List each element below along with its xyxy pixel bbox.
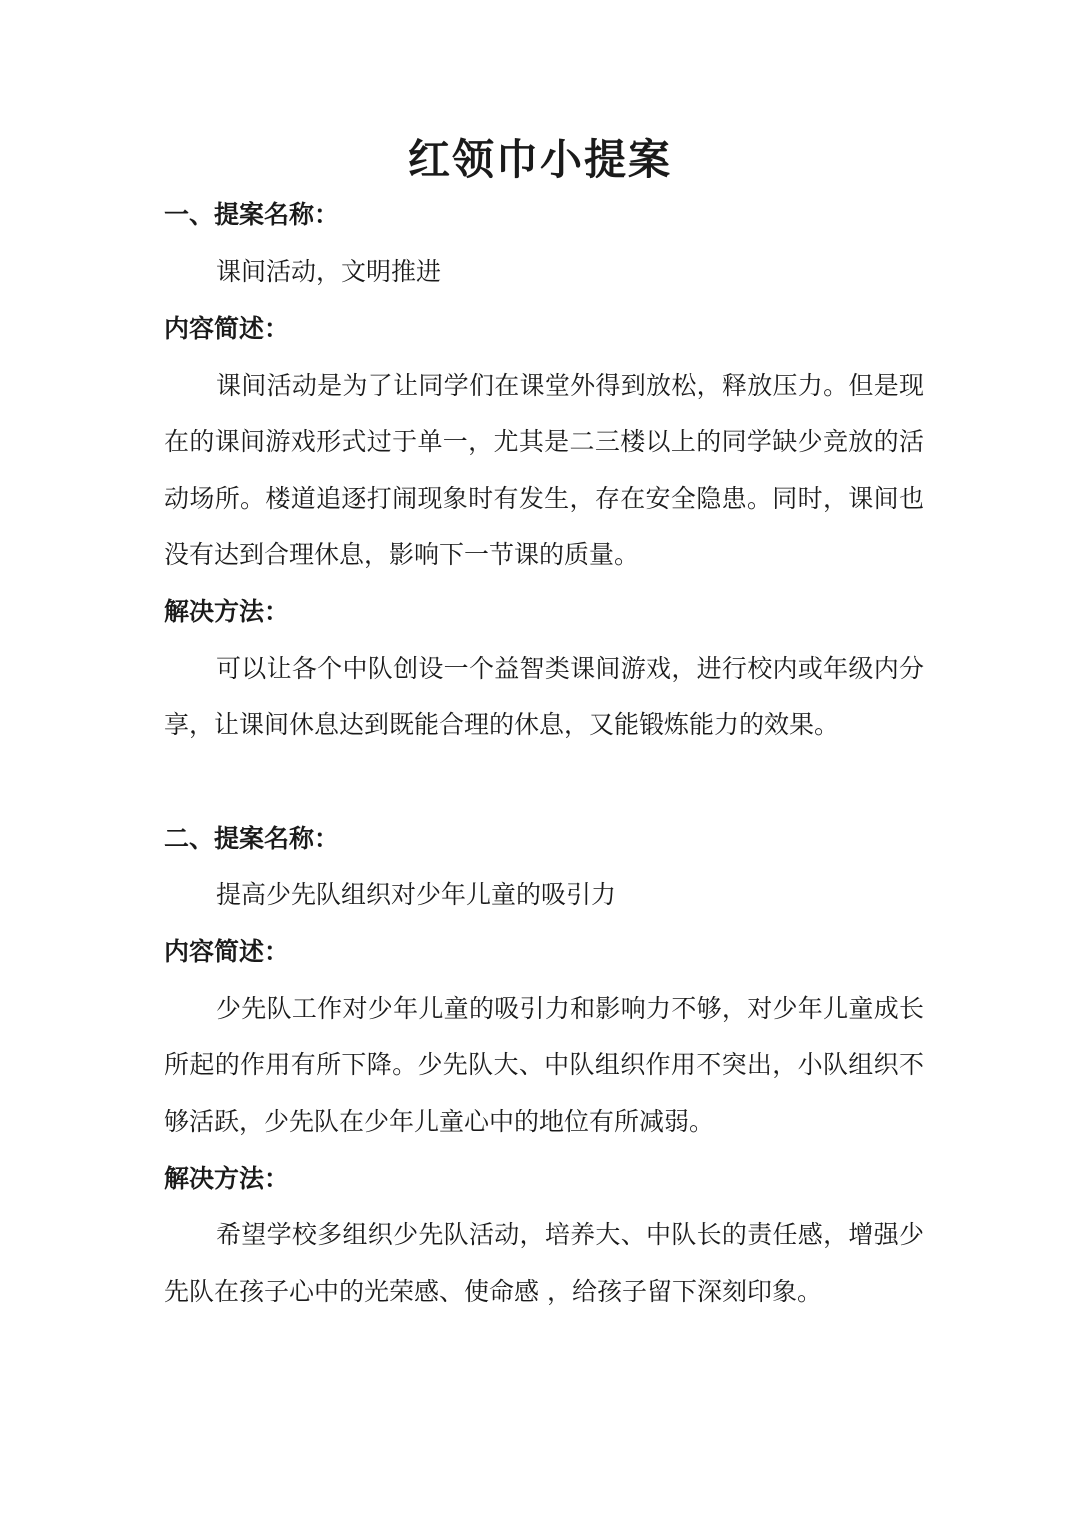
proposal-1-summary-line: 课间活动是为了让同学们在课堂外得到放松，释放压力。但是现	[216, 371, 924, 400]
proposal-2-name-heading: 二、提案名称：	[164, 824, 340, 853]
proposal-2-solution-line: 先队在孩子心中的光荣感、使命感 ，给孩子留下深刻印象。	[164, 1277, 822, 1306]
proposal-2-summary-line: 所起的作用有所下降。少先队大、中队组织作用不突出，小队组织不	[164, 1050, 924, 1079]
proposal-1-solution-line: 可以让各个中队创设一个益智类课间游戏，进行校内或年级内分	[216, 654, 924, 683]
proposal-1-solution-heading: 解决方法：	[164, 597, 290, 626]
proposal-2-solution-heading: 解决方法：	[164, 1164, 290, 1193]
proposal-1-name: 课间活动，文明推进	[216, 257, 442, 286]
proposal-2-summary-line: 够活跃，少先队在少年儿童心中的地位有所减弱。	[164, 1107, 715, 1136]
proposal-2-name: 提高少先队组织对少年儿童的吸引力	[216, 880, 617, 909]
proposal-1-summary-heading: 内容简述：	[164, 314, 290, 343]
proposal-1-summary-line: 在的课间游戏形式过于单一，尤其是二三楼以上的同学缺少竞放的活	[164, 427, 924, 456]
proposal-1-summary-line: 没有达到合理休息，影响下一节课的质量。	[164, 540, 640, 569]
proposal-1-solution-line: 享，让课间休息达到既能合理的休息，又能锻炼能力的效果。	[164, 710, 840, 739]
document-title: 红领巾小提案	[407, 135, 672, 184]
proposal-1-name-heading: 一、提案名称：	[164, 200, 340, 229]
proposal-2-summary-heading: 内容简述：	[164, 937, 290, 966]
proposal-2-solution-line: 希望学校多组织少先队活动，培养大、中队长的责任感，增强少	[216, 1220, 924, 1249]
proposal-1-summary-line: 动场所。楼道追逐打闹现象时有发生，存在安全隐患。同时，课间也	[164, 484, 924, 513]
proposal-2-summary-line: 少先队工作对少年儿童的吸引力和影响力不够，对少年儿童成长	[216, 994, 924, 1023]
